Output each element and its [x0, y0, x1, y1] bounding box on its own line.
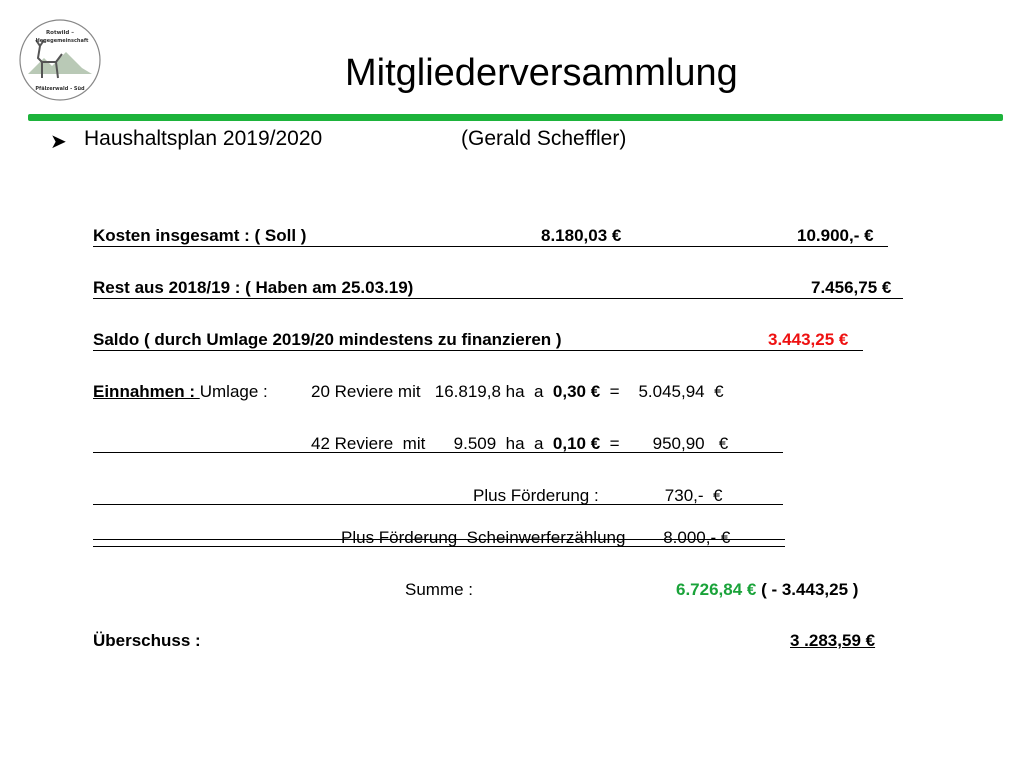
saldo-label: Saldo ( durch Umlage 2019/20 mindestens zu finanzieren ): [93, 330, 562, 349]
deer-logo-icon: [18, 18, 102, 102]
logo: [18, 18, 102, 102]
logo-line-2: Hegegemeinschaft: [35, 38, 89, 44]
kosten-label: Kosten insgesamt : ( Soll ): [93, 226, 307, 245]
scheinwerfer-text: Plus Förderung Scheinwerferzählung 8.000,- €: [341, 528, 731, 547]
row2-rate: 0,10 €: [552, 434, 601, 453]
row1-rate: 0,30 €: [552, 382, 601, 401]
saldo-amount: 3.443,25 €: [768, 330, 849, 349]
einnahmen-row-1-calc: [311, 382, 724, 402]
einnahmen-row-1: [93, 382, 268, 402]
summe-amount: 6.726,84 €: [676, 580, 757, 599]
row1-desc: 20 Reviere mit 16.819,8 ha a: [311, 382, 553, 401]
foerderung-text: Plus Förderung : 730,- €: [473, 486, 723, 505]
arrow-bullet-icon: ➤: [50, 131, 67, 153]
kosten-underline: [93, 246, 888, 247]
summe-label: Summe :: [405, 580, 474, 599]
title-divider: [28, 114, 1003, 121]
rest-underline: [93, 298, 903, 299]
presenter-text: (Gerald Scheffler): [461, 127, 627, 150]
ueberschuss-amount: 3 .283,59 €: [790, 631, 876, 650]
row2-desc: 42 Reviere mit 9.509 ha a: [311, 434, 553, 453]
einnahmen-label: Einnahmen :: [93, 382, 200, 401]
rest-label: Rest aus 2018/19 : ( Haben am 25.03.19): [93, 278, 414, 297]
topic-text: Haushaltsplan 2019/2020: [84, 127, 323, 150]
umlage-label: Umlage :: [199, 382, 268, 401]
page-title: Mitgliederversammlung: [345, 52, 738, 94]
scheinwerfer-strikethrough: [93, 539, 785, 540]
kosten-soll: 8.180,03 €: [541, 226, 622, 245]
row1-result: = 5.045,94 €: [600, 382, 724, 401]
kosten-plan: 10.900,- €: [797, 226, 874, 245]
saldo-underline: [93, 350, 863, 351]
rest-amount: 7.456,75 €: [811, 278, 892, 297]
ueberschuss-label: Überschuss :: [93, 631, 201, 650]
einnahmen-row-2-calc: [311, 434, 728, 454]
logo-line-3: Pfälzerwald - Süd: [35, 86, 85, 92]
summe-values: [676, 580, 858, 600]
summe-note: ( - 3.443,25 ): [756, 580, 859, 599]
row2-result: = 950,90 €: [600, 434, 729, 453]
logo-line-1: Rotwild –: [45, 30, 75, 36]
